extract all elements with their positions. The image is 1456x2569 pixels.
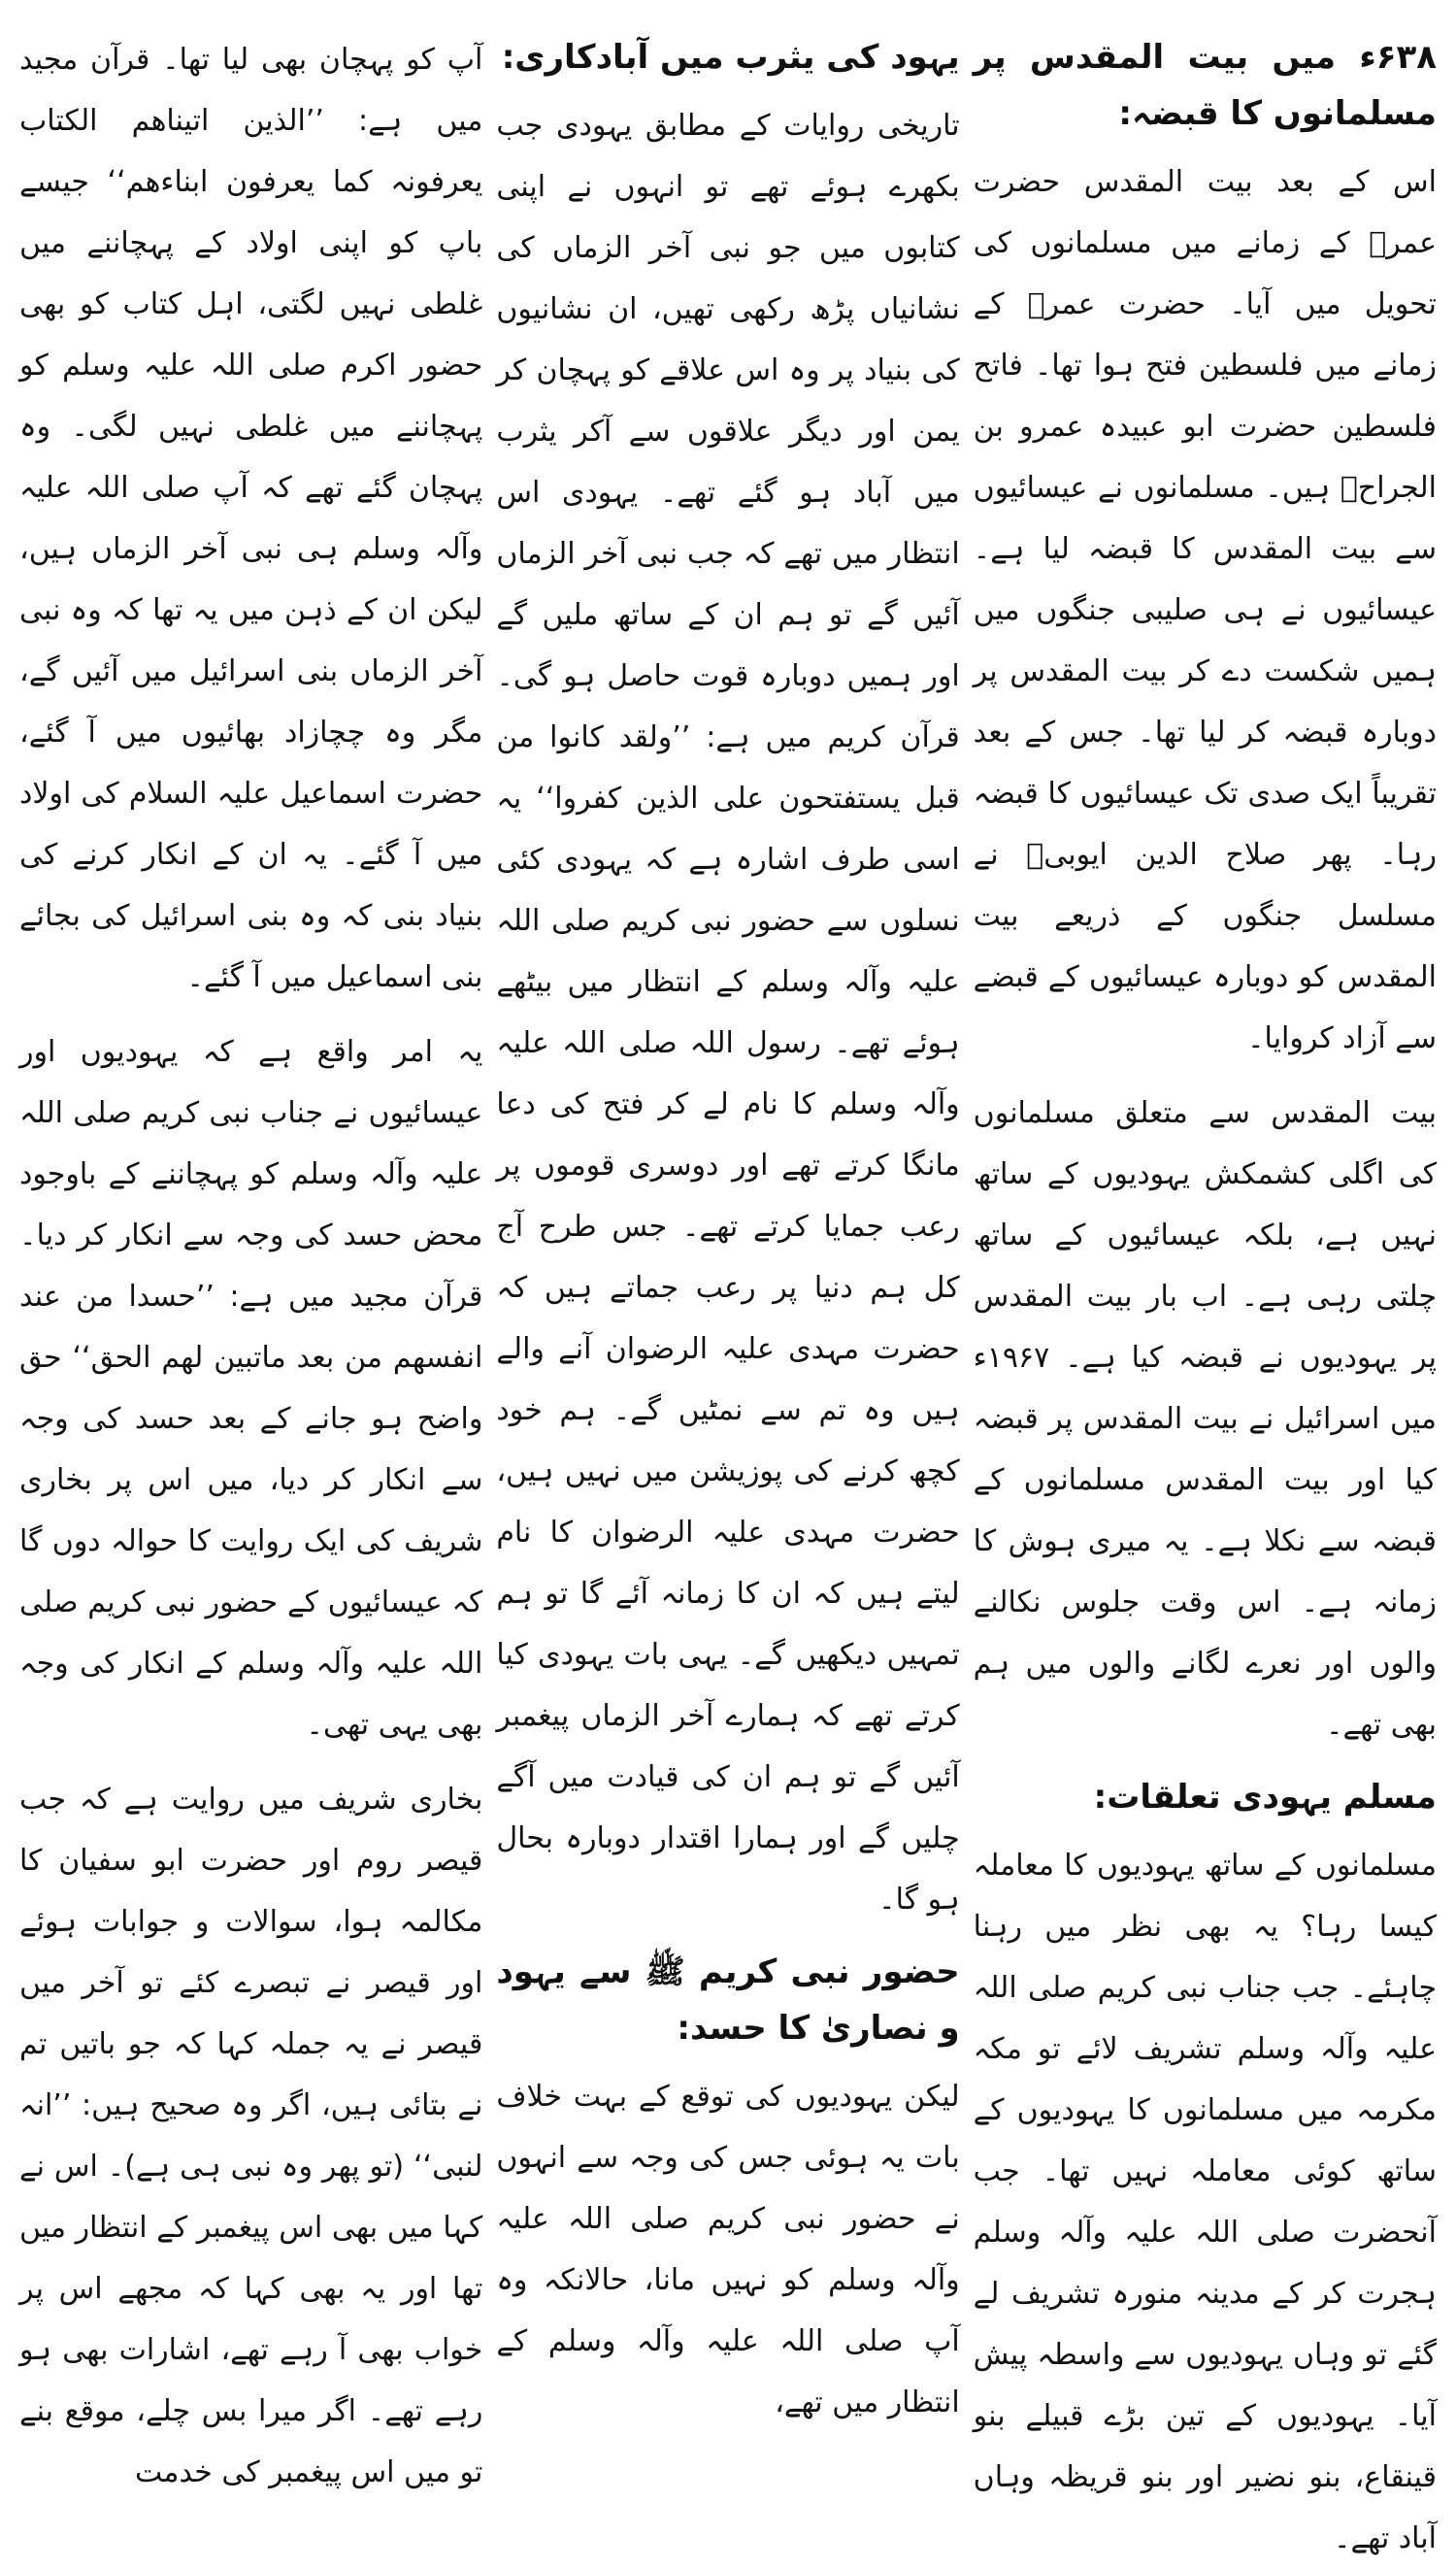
column-left: [19, 29, 483, 2489]
section-heading: حضور نبی کریم ﷺ سے یہود و نصاریٰ کا حسد:: [496, 1952, 960, 2048]
paragraph: بیت المقدس سے متعلق مسلمانوں کی اگلی کشمکش یہودیوں کے ساتھ نہیں ہے، بلکہ عیسائیوں کے ساتھ چلتی رہی ہے۔ اب بار بیت المقدس پر یہودیوں نے قبضہ کیا ہے۔ ۱۹۶۷ء میں اسرائیل نے بیت المقدس پر قبضہ کیا اور بیت المقدس مسلمانوں کے قبضہ سے نکلا ہے۔ یہ میری ہوش کا زمانہ ہے۔ اس وقت جلوس نکالنے والوں اور نعرے لگانے والوں میں ہم بھی تھے۔: [973, 1096, 1437, 1742]
column-middle: [496, 29, 960, 2419]
paragraph: مسلمانوں کے ساتھ یہودیوں کا معاملہ کیسا رہا؟ یہ بھی نظر میں رہنا چاہئے۔ جب جناب نبی کریم صلی اللہ علیہ وآلہ وسلم تشریف لائے تو مکہ مکرمہ میں مسلمانوں کا یہودیوں کے ساتھ کوئی معاملہ نہیں تھا۔ جب آنحضرت صلی اللہ علیہ وآلہ وسلم ہجرت کر کے مدینہ منورہ تشریف لے گئے تو وہاں یہودیوں سے واسطہ پیش آیا۔ یہودیوں کے تین بڑے قبیلے بنو قینقاع، بنو نضیر اور بنو قریظہ وہاں آباد تھے۔: [973, 1849, 1437, 2555]
section-heading: ۶۳۸ء میں بیت المقدس پر مسلمانوں کا قبضہ:: [973, 38, 1437, 133]
paragraph: اس کے بعد بیت المقدس حضرت عمرؓ کے زمانے میں مسلمانوں کی تحویل میں آیا۔ حضرت عمرؓ کے زمانے میں فلسطین فتح ہوا تھا۔ فاتح فلسطین حضرت ابو عبیدہ عمرو بن الجراحؓ ہیں۔ مسلمانوں نے عیسائیوں سے بیت المقدس کا قبضہ لیا ہے۔ عیسائیوں نے ہی صلیبی جنگوں میں ہمیں شکست دے کر بیت المقدس پر دوبارہ قبضہ کر لیا تھا۔ جس کے بعد تقریباً ایک صدی تک عیسائیوں کا قبضہ رہا۔ پھر صلاح الدین ایوبیؒ نے مسلسل جنگوں کے ذریعے بیت المقدس کو دوبارہ عیسائیوں کے قبضے سے آزاد کروایا۔: [973, 165, 1437, 1055]
paragraph: بخاری شریف میں روایت ہے کہ جب قیصر روم اور حضرت ابو سفیان کا مکالمہ ہوا، سوالات و جوابات ہوئے اور قیصر نے تبصرے کئے تو آخر میں قیصر نے یہ جملہ کہا کہ جو باتیں تم نے بتائی ہیں، اگر وہ صحیح ہیں: ’’انہ لنبی‘‘ (تو پھر وہ نبی ہی ہے)۔ اس نے کہا میں بھی اس پیغمبر کے انتظار میں تھا اور یہ بھی کہا کہ مجھے اس پر خواب بھی آ رہے تھے، اشارات بھی ہو رہے تھے۔ اگر میرا بس چلے، موقع بنے تو میں اس پیغمبر کی خدمت: [19, 1783, 483, 2489]
section-heading: یہود کی یثرب میں آبادکاری:: [501, 38, 960, 77]
paragraph: یہ امر واقع ہے کہ یہودیوں اور عیسائیوں نے جناب نبی کریم صلی اللہ علیہ وآلہ وسلم کو پہچاننے کے باوجود محض حسد کی وجہ سے انکار کر دیا۔ قرآن مجید میں ہے: ’’حسدا من عند انفسھم من بعد ماتبین لھم الحق‘‘ حق واضح ہو جانے کے بعد حسد کی وجہ سے انکار کر دیا، میں اس پر بخاری شریف کی ایک روایت کا حوالہ دوں گا کہ عیسائیوں کے حضور نبی کریم صلی اللہ علیہ وآلہ وسلم کے انکار کی وجہ بھی یہی تھی۔: [19, 1035, 483, 1742]
paragraph: تاریخی روایات کے مطابق یہودی جب بکھرے ہوئے تھے تو انہوں نے اپنی کتابوں میں جو نبی آخر الزماں کی نشانیاں پڑھ رکھی تھیں، ان نشانیوں کی بنیاد پر وہ اس علاقے کو پہچان کر یمن اور دیگر علاقوں سے آکر یثرب میں آباد ہو گئے تھے۔ یہودی اس انتظار میں تھے کہ جب نبی آخر الزماں آئیں گے تو ہم ان کے ساتھ ملیں گے اور ہمیں دوبارہ قوت حاصل ہو گی۔ قرآن کریم میں ہے: ’’ولقد کانوا من قبل یستفتحون علی الذین کفروا‘‘ یہ اسی طرف اشارہ ہے کہ یہودی کئی نسلوں سے حضور نبی کریم صلی اللہ علیہ وآلہ وسلم کے انتظار میں بیٹھے ہوئے تھے۔ رسول اللہ صلی اللہ علیہ وآلہ وسلم کا نام لے کر فتح کی دعا مانگا کرتے تھے اور دوسری قوموں پر رعب جمایا کرتے تھے۔ جس طرح آج کل ہم دنیا پر رعب جماتے ہیں کہ حضرت مہدی علیہ الرضوان آنے والے ہیں وہ تم سے نمٹیں گے۔ ہم خود کچھ کرنے کی پوزیشن میں نہیں ہیں، حضرت مہدی علیہ الرضوان کا نام لیتے ہیں کہ ان کا زمانہ آئے گا تو ہم تمہیں دیکھیں گے۔ یہی بات یہودی کیا کرتے تھے کہ ہمارے آخر الزماں پیغمبر آئیں گے تو ہم ان کی قیادت میں آگے چلیں گے اور ہمارا اقتدار دوبارہ بحال ہو گا۔: [496, 109, 960, 1917]
paragraph: لیکن یہودیوں کی توقع کے بہت خلاف بات یہ ہوئی جس کی وجہ سے انہوں نے حضور نبی کریم صلی اللہ علیہ وآلہ وسلم کو نہیں مانا، حالانکہ وہ آپ صلی اللہ علیہ وآلہ وسلم کے انتظار میں تھے،: [496, 2080, 960, 2419]
paragraph: آپ کو پہچان بھی لیا تھا۔ قرآن مجید میں ہے: ’’الذین اتیناھم الکتاب یعرفونہ کما یعرفون ابناءھم‘‘ جیسے باپ کو اپنی اولاد کے پہچاننے میں غلطی نہیں لگتی، اہل کتاب کو بھی حضور اکرم صلی اللہ علیہ وسلم کو پہچاننے میں غلطی نہیں لگی۔ وہ پہچان گئے تھے کہ آپ صلی اللہ علیہ وآلہ وسلم ہی نبی آخر الزماں ہیں، لیکن ان کے ذہن میں یہ تھا کہ وہ نبی آخر الزماں بنی اسرائیل میں آئیں گے، مگر وہ چچازاد بھائیوں میں آ گئے، حضرت اسماعیل علیہ السلام کی اولاد میں آ گئے۔ یہ ان کے انکار کرنے کی بنیاد بنی کہ وہ بنی اسرائیل کی بجائے بنی اسماعیل میں آ گئے۔: [19, 43, 483, 994]
section-heading: مسلم یہودی تعلقات:: [1093, 1778, 1437, 1817]
column-right: [973, 29, 1437, 2555]
